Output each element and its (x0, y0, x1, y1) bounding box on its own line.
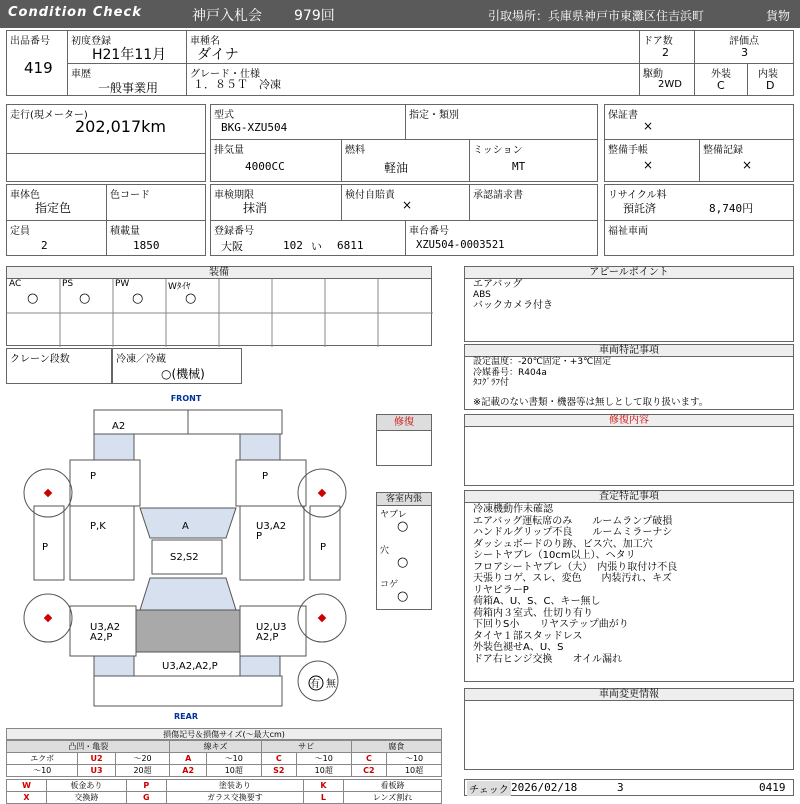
legend-code: G (126, 792, 166, 804)
mark-p-left-top: P (90, 471, 97, 482)
record-cell: 整備記録 × (699, 139, 794, 182)
color-code-cell: 色コード (106, 184, 206, 221)
displacement-cell: 排気量 4000CC (210, 139, 342, 182)
assessment-line: リヤピラーP (473, 584, 529, 596)
equipment-grid (6, 278, 432, 346)
exterior-cell: 外装 C (694, 63, 748, 96)
drive-cell: 駆動 2WD (639, 63, 695, 96)
equipment-title: 装備 (6, 266, 432, 279)
fridge-cell: 冷凍／冷蔵 ○(機械) (112, 348, 242, 384)
assessment-line: シートヤブレ（10cm以上）、ヘタリ (473, 550, 636, 561)
manual: × (643, 158, 654, 172)
legend-cell: U2 (78, 753, 115, 765)
assessment-line: 荷箱内３室式、仕切り有り (473, 607, 593, 619)
assessment-line: フロアシートヤブレ（大） 内張り取付け不良 (473, 561, 678, 573)
mark-p-right-sub: P (256, 531, 263, 542)
displacement: 4000CC (245, 160, 285, 173)
legend-group-dent: 凸凹・亀裂 (7, 741, 170, 753)
appeal-line: ABS (473, 290, 491, 300)
legend-code: L (303, 792, 343, 804)
legend-cell: 〜10 (296, 753, 351, 765)
legend-code-desc: 塗装あり (166, 780, 303, 792)
legend-cell: 〜20 (115, 753, 170, 765)
mark-u3a2p-right: U3,A2 (256, 521, 287, 532)
drive: 2WD (658, 79, 682, 90)
appeal-box (464, 278, 794, 342)
mark-a2-top: A2 (112, 421, 126, 432)
mark-pk-left: P,K (90, 521, 106, 532)
assessment-title: 査定特記事項 (464, 490, 794, 503)
yu-label: 有 (310, 679, 320, 690)
legend-code-table (6, 779, 442, 804)
rear-label: REAR (174, 712, 198, 721)
change-title: 車両変更情報 (464, 688, 794, 701)
special-line: 設定温度：-20℃固定・+3℃固定 (473, 357, 612, 367)
legend-group-corrosion: 腐食 (351, 741, 441, 753)
legend-code-desc: レンズ割れ (343, 792, 441, 804)
interior-grade: D (766, 79, 775, 92)
approval-cell: 承認請求書 (469, 184, 598, 221)
first-registration-cell: 初度登録 H21年11月 (67, 30, 187, 64)
legend-cell: 〜10 (7, 765, 78, 777)
legend-code: P (126, 780, 166, 792)
appeal-line: エアバッグ (473, 279, 523, 290)
mark-rear-bar: U3,A2,A2,P (162, 661, 218, 672)
equip-wtire-label: Wﾀｲﾔ (168, 282, 191, 292)
legend-cell: C (261, 753, 296, 765)
mark-p-right-top: P (262, 471, 269, 482)
repair-detail-box (464, 426, 794, 486)
burn-mark: ○ (397, 589, 409, 604)
mu-label: 無 (326, 679, 336, 690)
assessment-line: 冷凍機動作未確認 (473, 504, 553, 515)
mission: MT (512, 160, 526, 173)
legend-cell: 20超 (115, 765, 170, 777)
equipment-grid-lines (7, 279, 433, 347)
equip-ac-mark: ○ (27, 291, 39, 306)
legend-cell: 10超 (206, 765, 261, 777)
doors-cell: ドア数 2 (639, 30, 695, 64)
mark-u2u3-right: U2,U3 (256, 622, 287, 633)
lot-number: 419 (24, 59, 53, 77)
mark-p-far-left: P (42, 542, 49, 553)
assessment-box (464, 502, 794, 682)
damage-legend (6, 728, 442, 804)
legend-code-desc: 板金あり (47, 780, 127, 792)
check-date: 2026/02/18 (511, 781, 578, 794)
recycle-cell: リサイクル料 預託済 8,740円 (604, 184, 794, 221)
mark-u3a2-left: U3,A2 (90, 622, 121, 633)
session-number: 979回 (294, 8, 335, 24)
chassis-cell: 車台番号 XZU504-0003521 (405, 220, 598, 256)
mark-p-far-right: P (320, 542, 327, 553)
pickup-location: 引取場所：兵庫県神戸市東灘区住吉浜町 (488, 9, 705, 23)
reg-kana: い (311, 240, 322, 253)
legend-group-rust: サビ (261, 741, 351, 753)
registration-cell: 登録番号 大阪 102 い 6811 (210, 220, 406, 256)
legend-cell: U3 (78, 765, 115, 777)
mark-a2p-right: A2,P (256, 632, 279, 643)
reg-number: 6811 (337, 239, 364, 252)
check-label: チェック (467, 781, 511, 796)
mileage-cell: 走行(現メーター) 202,017km (6, 104, 206, 154)
special-line: ﾀｺｸﾞﾗﾌ付 (473, 378, 510, 388)
capacity: 2 (41, 239, 48, 252)
assessment-line: 外装色褪せA、U、S (473, 642, 564, 653)
fridge-type: ○(機械) (161, 367, 205, 381)
fuel-cell: 燃料 軽油 (341, 139, 470, 182)
legend-group-scratch: 線キズ (170, 741, 261, 753)
model-cell: 型式 BKG-XZU504 (210, 104, 406, 140)
legend-cell: A2 (170, 765, 206, 777)
legend-code-desc: 看板跡 (343, 780, 441, 792)
check-code: 0419 (759, 781, 786, 794)
assessment-line: ドア右ヒンジ交換 オイル漏れ (473, 653, 622, 665)
auto-tax: × (402, 198, 413, 212)
mileage: 202,017km (75, 117, 167, 136)
equip-pw-label: PW (115, 279, 130, 289)
fuel: 軽油 (384, 161, 409, 175)
assessment-line: タイヤ１部スタッドレス (473, 630, 583, 642)
change-box (464, 700, 794, 770)
legend-cell: S2 (261, 765, 296, 777)
auto-tax-cell: 検付自賠責 × (341, 184, 470, 221)
first-registration: H21年11月 (92, 47, 167, 63)
equip-pw-mark: ○ (132, 291, 144, 306)
cabin-box (376, 492, 432, 610)
chassis-number: XZU504-0003521 (416, 239, 505, 251)
repair-title: 修復 (377, 415, 431, 431)
assessment-line: 下回りS小 リヤステップ曲がり (473, 619, 629, 630)
inspection: 抹消 (243, 201, 268, 215)
grade-cell: グレード・仕様 １．８５Ｔ 冷凍 (186, 63, 640, 96)
mileage-blank (6, 153, 206, 182)
warranty-cell: 保証書 × (604, 104, 794, 140)
burn-label: コゲ (380, 580, 399, 590)
category: 貨物 (766, 9, 791, 23)
appeal-title: アピールポイント (464, 266, 794, 279)
hole-label: 穴 (380, 546, 390, 556)
equip-ac-label: AC (9, 279, 22, 289)
lot-number-cell: 出品番号 419 (6, 30, 68, 96)
record: × (742, 158, 753, 172)
car-name: ダイナ (197, 47, 239, 63)
legend-cell: 〜10 (206, 753, 261, 765)
crane-cell: クレーン段数 (6, 348, 112, 384)
history: 一般事業用 (98, 81, 159, 95)
grade: １．８５Ｔ 冷凍 (193, 78, 281, 91)
tear-label: ヤブレ (380, 510, 407, 520)
legend-cell: 10超 (296, 765, 351, 777)
equip-wtire-mark: ○ (185, 291, 197, 306)
tear-mark: ○ (397, 519, 409, 534)
warranty: × (643, 119, 654, 133)
color-cell: 車体色 指定色 (6, 184, 107, 221)
recycle-fee: 8,740円 (709, 202, 754, 215)
hole-mark: ○ (397, 555, 409, 570)
car-name-cell: 車種名 ダイナ (186, 30, 640, 64)
capacity-cell: 定員 2 (6, 220, 107, 256)
manual-cell: 整備手帳 × (604, 139, 700, 182)
reg-class: 102 (283, 239, 303, 252)
mark-a2p-left: A2,P (90, 632, 113, 643)
exterior-grade: C (717, 79, 725, 92)
legend-code-desc: ガラス交換要す (166, 792, 303, 804)
legend-code: X (7, 792, 47, 804)
legend-cell: C (351, 753, 387, 765)
model: BKG-XZU504 (221, 121, 288, 134)
body-color: 指定色 (35, 201, 72, 215)
special-box (464, 356, 794, 410)
welfare-cell: 福祉車両 (604, 220, 794, 256)
assessment-line: エアバッグ運転席のみ ルームランプ破損 (473, 515, 673, 527)
front-label: FRONT (170, 394, 202, 403)
legend-cell: 〜10 (387, 753, 442, 765)
score-cell: 評価点 3 (694, 30, 794, 64)
assessment-line: 天張りコゲ、スレ、変色 内装汚れ、キズ (473, 573, 672, 584)
designation-cell: 指定・類別 (405, 104, 598, 140)
auction-name: 神戸入札会 (192, 8, 262, 24)
legend-code: W (7, 780, 47, 792)
reg-city: 大阪 (221, 240, 243, 253)
inspection-cell: 車検期限 抹消 (210, 184, 342, 221)
check-value: 3 (617, 781, 624, 794)
legend-cell: 10超 (387, 765, 442, 777)
equip-ps-mark: ○ (79, 291, 91, 306)
repair-detail-title: 修復内容 (464, 414, 794, 427)
legend-code: K (303, 780, 343, 792)
check-row (464, 779, 794, 796)
score: 3 (741, 46, 748, 59)
header-bar (0, 0, 800, 28)
legend-title: 損傷記号＆損傷サイズ(〜最大cm) (6, 728, 442, 740)
cabin-title: 客室内張 (377, 493, 431, 506)
app-title: Condition Check (8, 5, 142, 20)
mark-a-center: A (182, 521, 189, 532)
repair-box (376, 414, 432, 466)
legend-code-desc: 交換跡 (47, 792, 127, 804)
recycle-status: 預託済 (623, 202, 656, 215)
equip-ps-label: PS (62, 279, 74, 289)
legend-cell: エクボ (7, 753, 78, 765)
history-cell: 車歴 一般事業用 (67, 63, 187, 96)
load-cell: 積載量 1850 (106, 220, 206, 256)
legend-size-table (6, 740, 442, 777)
interior-cell: 内装 D (747, 63, 794, 96)
assessment-line: 荷箱A、U、S、C、キー無し (473, 596, 601, 607)
mark-s2s2: S2,S2 (170, 552, 199, 563)
legend-cell: C2 (351, 765, 387, 777)
doors: 2 (662, 46, 669, 59)
load-capacity: 1850 (133, 239, 160, 252)
assessment-line: ハンドルグリップ不良 ルームミラーナシ (473, 527, 673, 538)
special-title: 車両特記事項 (464, 344, 794, 357)
special-note: ※記載のない書類・機器等は無しとして取り扱います。 (473, 397, 709, 408)
legend-cell: A (170, 753, 206, 765)
special-line: 冷媒番号：R404a (473, 368, 547, 378)
assessment-line: ダッシュボードのり跡、ビス穴、加工穴 (473, 538, 653, 550)
mission-cell: ミッション MT (469, 139, 598, 182)
appeal-line: バックカメラ付き (473, 300, 553, 311)
